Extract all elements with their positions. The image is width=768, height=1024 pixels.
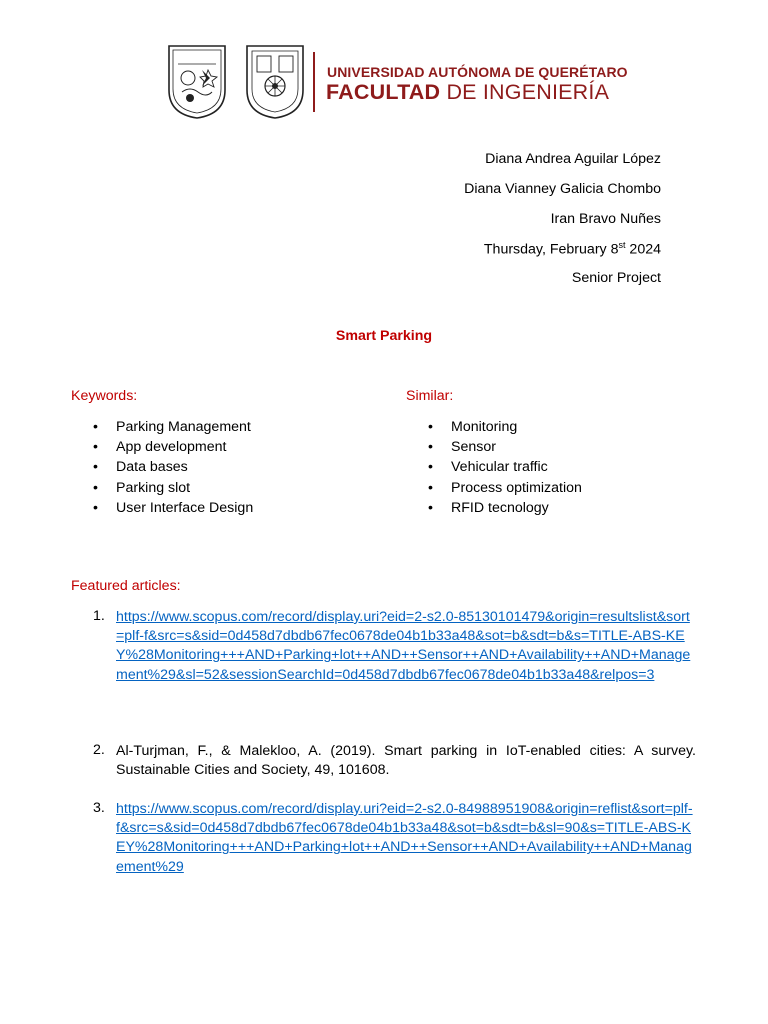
ref-2: Al-Turjman, F., & Malekloo, A. (2019). Smart parking in IoT-enabled cities: A survey. Sustainable Cities and Society, 49, 101608. <box>116 743 696 779</box>
bullet: • <box>93 499 98 516</box>
university-name: UNIVERSIDAD AUTÓNOMA DE QUERÉTARO <box>327 64 628 80</box>
faculty-name <box>326 80 609 105</box>
keyword-text: Parking Management <box>116 419 251 435</box>
author-1: Diana Andrea Aguilar López <box>485 151 661 167</box>
uaq-seal-logo <box>166 42 228 120</box>
ref-1 <box>116 608 696 685</box>
date-post: 2024 <box>625 241 661 258</box>
ref-link-3[interactable]: https://www.scopus.com/record/display.uri?eid=2-s2.0-84988951908&origin=reflist&sort=plf-f&src=s&sid=0d458d7dbdb67fec0678de04b1b33a48&sot=b&sdt=b&sl=90&s=TITLE-ABS-KEY%28Monitoring+++AND+Parking+lot++AND++Sensor++AND+Availability++AND+Management%29 <box>116 801 693 875</box>
date-line <box>484 240 661 258</box>
bullet: • <box>428 439 433 456</box>
similar-text: RFID tecnology <box>451 499 549 516</box>
similar-text: Process optimization <box>451 479 582 496</box>
bullet: • <box>428 499 433 516</box>
ref-3 <box>116 800 696 877</box>
list-item <box>71 478 253 498</box>
keyword-text: App development <box>116 439 227 456</box>
faculty-rest: DE INGENIERÍA <box>440 80 610 104</box>
author-2: Diana Vianney Galicia Chombo <box>464 181 661 197</box>
list-item <box>71 498 253 518</box>
ref-number-3: 3. <box>93 800 105 816</box>
ref-link-1[interactable]: https://www.scopus.com/record/display.uri?eid=2-s2.0-85130101479&origin=resultslist&sort=plf-f&src=s&sid=0d458d7dbdb67fec0678de04b1b33a48&sot=b&sdt=b&s=TITLE-ABS-KEY%28Monitoring+++AND+Parking+lot++AND++Sensor++AND+Availability++AND+Management%29&sl=52&sessionSearchId=0d458d7dbdb67fec0678de04b1b33a48&relpos=3 <box>116 609 691 683</box>
similar-text: Sensor <box>451 439 496 456</box>
list-item <box>406 437 582 457</box>
keywords-list <box>71 417 253 518</box>
similar-text: Vehicular traffic <box>451 459 548 476</box>
ref-number-1: 1. <box>93 608 105 624</box>
author-3: Iran Bravo Nuñes <box>550 211 661 227</box>
list-item <box>406 498 582 518</box>
bullet: • <box>93 459 98 476</box>
keyword-text: User Interface Design <box>116 499 254 516</box>
bullet: • <box>428 479 433 496</box>
bullet: • <box>93 439 98 456</box>
list-item <box>71 457 253 477</box>
faculty-bold: FACULTAD <box>326 80 441 104</box>
bullet: • <box>93 479 98 496</box>
featured-heading: Featured articles: <box>71 578 181 594</box>
keyword-text: Data bases <box>116 459 188 476</box>
list-item <box>406 417 582 437</box>
similar-heading: Similar: <box>406 388 454 404</box>
bullet: • <box>428 459 433 476</box>
keyword-text: Parking slot <box>116 479 191 496</box>
list-item <box>406 478 582 498</box>
keywords-heading: Keywords: <box>71 388 138 404</box>
similar-list <box>406 417 582 518</box>
course-line: Senior Project <box>571 270 661 286</box>
date-sup: st <box>618 240 626 250</box>
date-pre: Thursday, February 8 <box>483 241 619 258</box>
bullet: • <box>428 419 433 435</box>
list-item <box>406 457 582 477</box>
bullet: • <box>93 419 98 435</box>
document-title: Smart Parking <box>335 328 433 344</box>
ref-number-2: 2. <box>93 742 105 758</box>
similar-text: Monitoring <box>451 419 518 435</box>
list-item <box>71 417 253 437</box>
header-divider <box>313 52 315 112</box>
fi-seal-logo <box>244 42 306 120</box>
list-item <box>71 437 253 457</box>
